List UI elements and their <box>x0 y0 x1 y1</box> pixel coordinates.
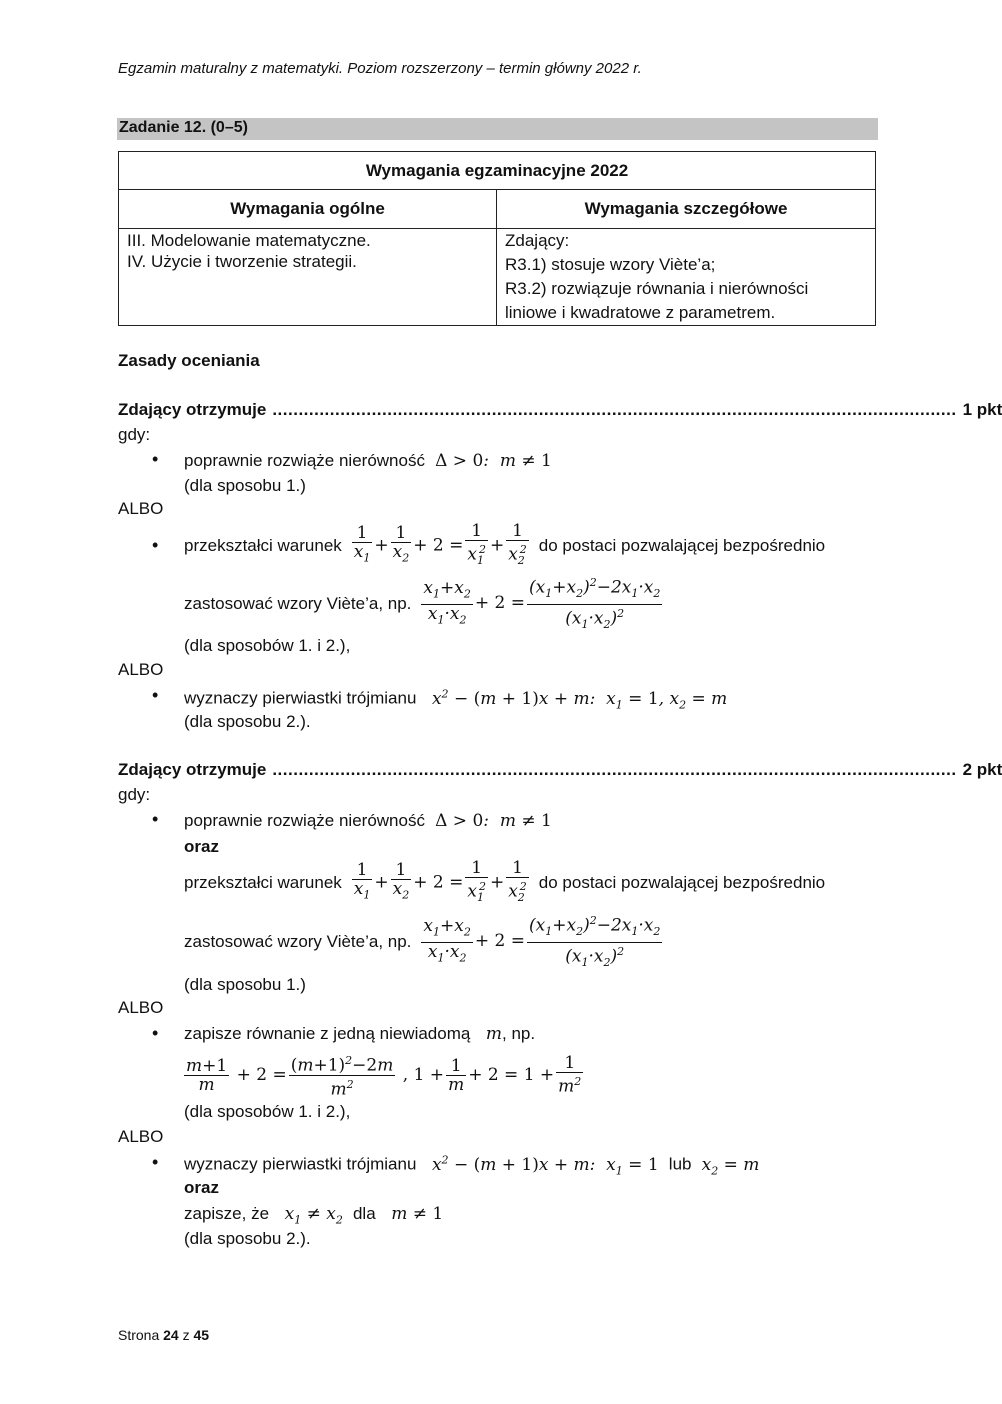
score-line-2pt <box>118 760 1002 780</box>
page-total: 45 <box>193 1327 210 1343</box>
condition-gdy: gdy: <box>118 785 151 804</box>
detailed-requirement: R3.1) stosuje wzory Viète’a; <box>505 255 716 274</box>
formula-delta: Δ > 0: m ≠ 1 <box>435 451 552 471</box>
leader-dots: ................................................................................................................................... <box>272 400 957 419</box>
detailed-requirement: liniowe i kwadratowe z parametrem. <box>505 303 776 322</box>
criterion-text: poprawnie rozwiąże nierówność <box>184 811 425 830</box>
criterion-text: zastosować wzory Viète’a, np. <box>184 932 412 951</box>
footer-prefix: Strona <box>118 1327 160 1343</box>
criterion-line <box>184 916 664 968</box>
criterion-text: dla <box>352 1204 376 1223</box>
score-prefix: Zdający otrzymuje <box>118 400 267 419</box>
criterion-line <box>184 1153 759 1177</box>
criterion-text: lub <box>668 1154 692 1174</box>
formula-viete: $\frac{x_1+x_2}{x_1\cdot x_2}$ + 2 = $\frac{(x_1+x_2)^2-2x_1\cdot x_2}{(x_1\cdot x_2)^2}$ <box>423 914 661 969</box>
formula-condition: $\frac{1}{x_1}$ + $\frac{1}{x_2}$ + 2 = $\frac{1}{x_1^2}$ + $\frac{1}{x_2^2}$ <box>353 857 527 905</box>
general-requirement: IV. Użycie i tworzenie strategii. <box>127 252 357 271</box>
criterion-line <box>184 520 825 572</box>
albo: ALBO <box>118 499 164 518</box>
criterion-line <box>184 451 552 471</box>
requirements-table <box>118 151 876 326</box>
general-requirements-header: Wymagania ogólne <box>119 190 497 229</box>
criterion-text: zapisze równanie z jedną niewiadomą <box>184 1024 471 1043</box>
criterion-text: wyznaczy pierwiastki trójmianu <box>184 1154 417 1174</box>
criterion-line <box>184 687 727 711</box>
albo: ALBO <box>118 1127 164 1146</box>
formula-root2: $x_2 = m$ <box>696 1154 760 1178</box>
criterion-text: poprawnie rozwiąże nierówność <box>184 451 425 470</box>
method-note: (dla sposobu 1.) <box>184 975 306 994</box>
albo: ALBO <box>118 660 164 679</box>
page-header: Egzamin maturalny z matematyki. Poziom rozszerzony – termin główny 2022 r. <box>118 60 642 77</box>
bullet: • <box>152 685 159 705</box>
footer-mid: z <box>182 1327 190 1343</box>
formula-equation: $\frac{m+1}{m}$ + 2 = $\frac{(m+1)^2-2m}{m^2}$ , 1 + $\frac{1}{m}$ + 2 = 1 + $\frac{1}{m^2}$ <box>186 1053 582 1100</box>
criterion-line <box>184 857 825 909</box>
formula-roots: $x^2 - (m + 1)x + m$: $x_1 = 1$, $x_2 = m$ <box>421 687 728 712</box>
criterion-line <box>184 811 552 831</box>
page-number: 24 <box>163 1327 179 1343</box>
criterion-line <box>184 1024 535 1044</box>
criterion-line <box>184 578 664 630</box>
detailed-requirements-header: Wymagania szczegółowe <box>497 190 876 229</box>
formula-roots: $x^2 - (m + 1)x + m$: $x_1 = 1$ <box>421 1153 659 1178</box>
oraz: oraz <box>184 1178 219 1197</box>
formula-m: m ≠ 1 <box>380 1204 444 1224</box>
bullet: • <box>152 1152 159 1172</box>
condition-gdy: gdy: <box>118 425 151 444</box>
formula-condition: $\frac{1}{x_1}$ + $\frac{1}{x_2}$ + 2 = $\frac{1}{x_1^2}$ + $\frac{1}{x_2^2}$ <box>353 520 527 568</box>
leader-dots: ................................................................................................................................... <box>272 760 957 779</box>
method-note: (dla sposobów 1. i 2.), <box>184 1102 351 1121</box>
criterion-text: przekształci warunek <box>184 536 342 555</box>
criterion-text: zastosować wzory Viète’a, np. <box>184 594 412 613</box>
albo: ALBO <box>118 998 164 1017</box>
formula-delta: Δ > 0: m ≠ 1 <box>435 811 552 831</box>
score-points: 2 pkt <box>962 760 1002 779</box>
criterion-line <box>184 1204 443 1226</box>
score-prefix: Zdający otrzymuje <box>118 760 267 779</box>
formula-variable: m <box>475 1024 503 1044</box>
page-footer <box>118 1327 209 1343</box>
bullet: • <box>152 1023 159 1043</box>
detailed-requirement: R3.2) rozwiązuje równania i nierówności <box>505 279 809 298</box>
scoring-heading: Zasady oceniania <box>118 351 260 370</box>
method-note: (dla sposobu 2.). <box>184 1229 311 1248</box>
criterion-text: do postaci pozwalającej bezpośrednio <box>538 536 826 555</box>
score-points: 1 pkt <box>962 400 1002 419</box>
general-requirement: III. Modelowanie matematyczne. <box>127 231 371 250</box>
bullet: • <box>152 535 159 555</box>
method-note: (dla sposobu 1.) <box>184 476 306 495</box>
method-note: (dla sposobów 1. i 2.), <box>184 636 351 655</box>
score-line-1pt <box>118 400 1002 420</box>
criterion-text: przekształci warunek <box>184 873 342 892</box>
bullet: • <box>152 449 159 469</box>
criterion-text: wyznaczy pierwiastki trójmianu <box>184 688 417 708</box>
criterion-text: , np. <box>502 1024 536 1043</box>
oraz: oraz <box>184 837 219 856</box>
method-note: (dla sposobu 2.). <box>184 712 311 731</box>
criterion-text: do postaci pozwalającej bezpośrednio <box>538 873 826 892</box>
detailed-requirements-cell <box>497 229 876 326</box>
general-requirements-cell <box>119 229 497 326</box>
formula-distinct: $x_1 \ne x_2$ <box>273 1204 343 1227</box>
detailed-requirement: Zdający: <box>505 231 570 250</box>
formula-viete: $\frac{x_1+x_2}{x_1\cdot x_2}$ + 2 = $\frac{(x_1+x_2)^2-2x_1\cdot x_2}{(x_1\cdot x_2)^2}$ <box>423 576 661 631</box>
task-title: Zadanie 12. (0–5) <box>117 118 878 140</box>
bullet: • <box>152 809 159 829</box>
criterion-text: zapisze, że <box>184 1204 270 1223</box>
requirements-title: Wymagania egzaminacyjne 2022 <box>119 152 876 190</box>
